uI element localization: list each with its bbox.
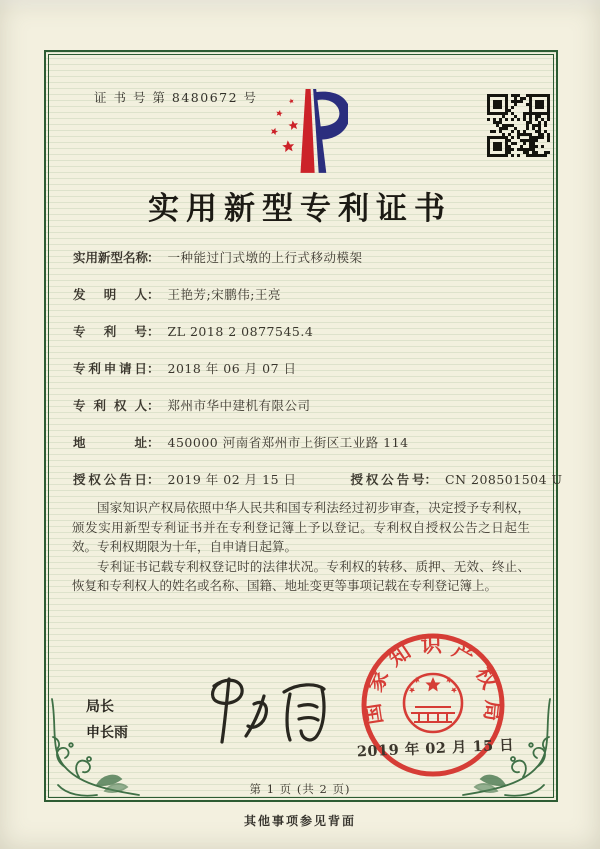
field-label: 授权公告号 [350,472,425,487]
field-row-filing-date: 专利申请日： 2018 年 06 月 07 日 [73,361,297,376]
certificate-number: 证 书 号 第 8480672 号 [94,90,258,105]
field-row-invention-name: 实用新型名称： 一种能过门式墩的上行式移动模架 [73,250,363,265]
legal-text [72,498,530,596]
field-label: 授权公告日 [73,472,147,487]
seal-date: 2019 年 02 月 15 日 [356,736,515,761]
seal-text: 国家知识产权局 [359,631,507,727]
field-value: 一种能过门式墩的上行式移动模架 [167,250,363,265]
signer-title: 局长 [86,699,114,715]
qr-code [487,94,550,157]
field-value: 450000 河南省郑州市上街区工业路 114 [167,435,409,450]
grant-number-value: CN 208501504 U [445,472,563,487]
certificate-title: 实用新型专利证书 [148,191,452,227]
field-row-inventors: 发明人： 王艳芳;宋鹏伟;王亮 [73,287,281,302]
field-label: 地址 [73,435,147,450]
signer-name: 申长雨 [86,725,128,741]
patent-logo-icon [252,84,348,180]
field-label: 发明人 [73,287,147,302]
signer-block [86,694,128,746]
official-seal [353,627,513,787]
grant-date-value: 2019 年 02 月 15 日 [167,472,297,487]
field-value: 郑州市华中建机有限公司 [167,398,311,413]
field-value: 王艳芳;宋鹏伟;王亮 [167,287,281,302]
field-label: 实用新型名称 [73,250,149,265]
grant-number-pair: 授权公告号： CN 208501504 U [350,472,563,487]
page-number: 第 1 页 (共 2 页) [249,782,351,796]
back-note: 其他事项参见背面 [243,814,356,828]
field-value: 2018 年 06 月 07 日 [167,361,297,376]
field-row-patent-number: 专利号： ZL 2018 2 0877545.4 [73,324,314,339]
field-row-patentee: 专利权人： 郑州市华中建机有限公司 [73,398,311,413]
field-value: ZL 2018 2 0877545.4 [167,324,314,339]
director-signature [196,672,336,750]
field-row-grant [73,472,563,487]
legal-paragraph-2: 专利证书记载专利权登记时的法律状况。专利权的转移、质押、无效、终止、恢复和专利权人的姓名或名称、国籍、地址变更等事项记载在专利登记簿上。 [72,558,530,593]
field-list [73,250,563,487]
grant-date-pair: 授权公告日： 2019 年 02 月 15 日 [73,472,297,487]
field-label: 专利号 [73,324,147,339]
legal-paragraph-1: 国家知识产权局依照中华人民共和国专利法经过初步审查，决定授予专利权，颁发实用新型专利证书并在专利登记簿上予以登记。专利权自授权公告之日起生效。专利权期限为十年，自申请日起算。 [72,500,530,554]
field-row-address: 地址： 450000 河南省郑州市上街区工业路 114 [73,435,409,450]
field-label: 专利申请日 [73,361,147,376]
field-label: 专利权人 [73,398,147,413]
